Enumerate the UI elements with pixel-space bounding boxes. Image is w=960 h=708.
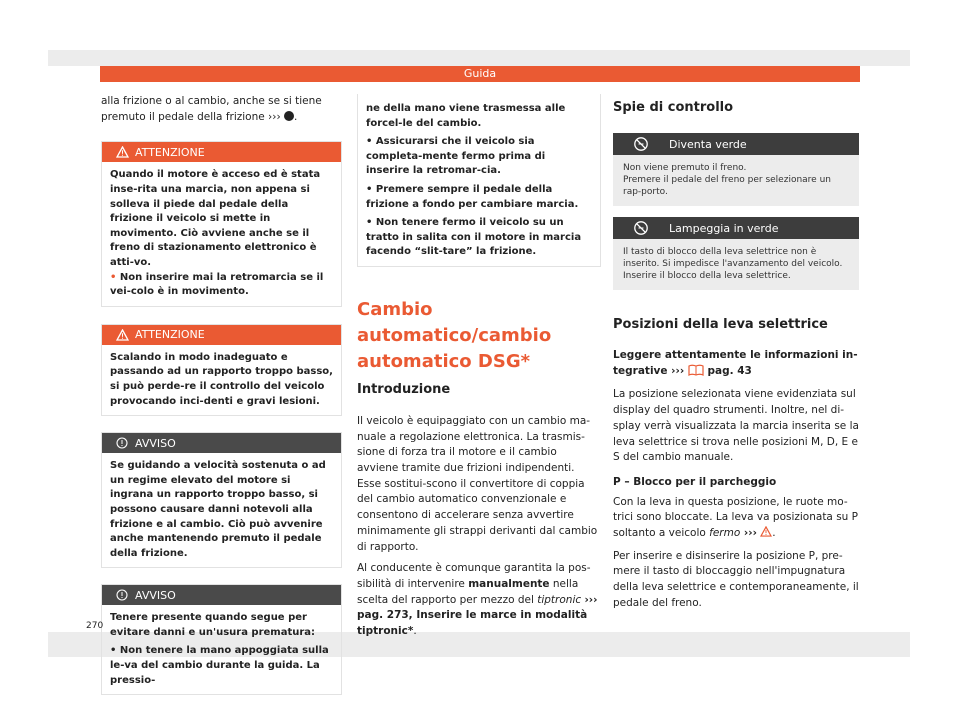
- park-paragraph: [613, 495, 859, 543]
- indicator-lamp-label: Lampeggia in verde: [669, 221, 779, 235]
- indicator-lamp-block: [613, 133, 859, 206]
- notice-bullet: • Non tenere la mano appoggiata sulla le-va del cambio durante la guida. La pressio-: [110, 645, 329, 686]
- tiptronic-paragraph: [357, 561, 601, 640]
- indicator-lamp-label: Diventa verde: [669, 137, 747, 151]
- notice-bullet: • Non tenere fermo il veicolo su un tratto in salita con il motore in marcia facendo “slit-tare” la frizione.: [366, 217, 582, 258]
- section-title: Posizioni della leva selettrice: [613, 317, 828, 332]
- notice-text: ne della mano viene trasmessa alle forcel-le del cambio.: [366, 103, 566, 129]
- warning-bullet-text: Non inserire mai la retromarcia se il vei-colo è in movimento.: [110, 271, 324, 298]
- chapter-heading: Cambio automatico/cambio automatico DSG*: [357, 298, 552, 372]
- read-note-text: Leggere attentamente le informazioni in-tegrative ›››: [613, 349, 858, 377]
- text-italic: fermo: [709, 527, 741, 540]
- warning-box: [101, 324, 342, 416]
- warning-triangle-icon: [115, 328, 129, 342]
- warning-triangle-icon: [760, 526, 772, 543]
- text-italic: tiptronic: [537, 593, 582, 606]
- notice-box: [101, 584, 342, 695]
- page-number: 270: [86, 621, 104, 631]
- text-span: Con la leva in questa posizione, le ruote mo-trici sono bloccate. La leva va posizionata su P soltanto a veicolo: [613, 495, 859, 540]
- intro-end: .: [294, 110, 298, 123]
- intro-line: alla frizione o al cambio, anche se si tiene: [101, 95, 322, 107]
- notice-text: Se guidando a velocità sostenuta o ad un regime elevato del motore si ingrana un rapporto troppo basso, si possono causare danni notevoli alla frizione e al cambio. Ciò può avvenire anche mantenendo premuto il pedale della frizione.: [110, 460, 326, 559]
- warning-label: ATTENZIONE: [135, 145, 205, 159]
- notice-header: [102, 585, 341, 605]
- indicator-lamp-header: [613, 133, 859, 155]
- park-title: P – Blocco per il parcheggio: [613, 475, 777, 488]
- notice-label: AVVISO: [135, 588, 176, 602]
- book-icon: [688, 364, 704, 382]
- intro-paragraph: [101, 94, 342, 125]
- notice-bullet: • Assicurarsi che il veicolo sia completa-mente fermo prima di inserire la retromar-cia.: [366, 136, 546, 177]
- warning-text: Scalando in modo inadeguato e passando ad un rapporto troppo basso, si può perde-re il controllo del veicolo provocando inci-denti e gravi lesioni.: [110, 351, 333, 407]
- warning-body: [102, 162, 341, 305]
- text-bold: manualmente: [468, 577, 550, 590]
- notice-body: [102, 605, 341, 694]
- page-reference-link[interactable]: pag. 43: [707, 364, 752, 377]
- notice-body: [102, 453, 341, 567]
- bullet-icon: •: [110, 271, 120, 283]
- intro-line: premuto il pedale della frizione ›››: [101, 110, 281, 123]
- read-more-note: [613, 348, 859, 381]
- notice-box: [101, 432, 342, 568]
- gear-selector-lamp-icon: [613, 136, 669, 152]
- notice-text: Tenere presente quando segue per evitare danni e un'usura prematura:: [110, 612, 316, 638]
- warning-header: [102, 142, 341, 162]
- notice-header: [102, 433, 341, 453]
- notice-bullet-text: Non tenere fermo il veicolo su un tratto in salita con il motore in marcia facendo “slit-tare” la frizione.: [366, 217, 582, 258]
- warning-header: [102, 325, 341, 345]
- section-subheading: Introduzione: [357, 381, 451, 397]
- section-header: Guida: [100, 66, 860, 82]
- intro-paragraph: Il veicolo è equipaggiato con un cambio ma-nuale a regolazione elettronica. La trasmis-sione di forza tra il motore e il cambio avviene tramite due frizioni indipendenti. Esse sostitui-scono il convertitore di coppia del cambio automatico convenzionale e consentono di accelerare senza avvertire minimamente gli strappi derivanti dal cambio di rapporto.: [357, 414, 598, 553]
- notice-bullet: • Premere sempre il pedale della frizione a fondo per cambiare marcia.: [366, 183, 579, 210]
- notice-continuation-body: [358, 94, 600, 266]
- warning-circle-icon: [284, 111, 294, 121]
- gear-selector-lamp-icon: [613, 220, 669, 236]
- warning-triangle-icon: [115, 145, 129, 159]
- warning-body: [102, 345, 341, 415]
- warning-bullet: [110, 271, 333, 300]
- indicator-lamp-block: [613, 217, 859, 290]
- notice-continuation-box: [357, 94, 601, 267]
- indicator-lamp-header: [613, 217, 859, 239]
- info-circle-icon: [115, 588, 129, 602]
- section-title: Spie di controllo: [613, 100, 734, 115]
- column-left: [101, 94, 342, 695]
- notice-label: AVVISO: [135, 436, 176, 450]
- selector-paragraph: La posizione selezionata viene evidenziata sul display del quadro strumenti. Inoltre, nel di-splay verrà visualizzata la marcia inserita se la leva selettrice si trova nelle posizioni M, D, E e S del cambio manuale.: [613, 388, 859, 464]
- text-span: .: [772, 527, 776, 540]
- notice-bullet-text: Assicurarsi che il veicolo sia completa-mente fermo prima di inserire la retromar-cia.: [366, 136, 546, 177]
- warning-text: Quando il motore è acceso ed è stata inse-rita una marcia, non appena si solleva il piede dal pedale della frizione il veicolo si mette in movimento. Ciò avviene anche se il freno di stazionamento elettronico è atti-vo.: [110, 169, 321, 268]
- info-circle-icon: [115, 436, 129, 450]
- text-span: Al conducente è comunque garantita la pos-sibilità di intervenire: [357, 562, 591, 590]
- text-span: .: [413, 625, 417, 638]
- notice-bullet-text: Non tenere la mano appoggiata sulla le-va del cambio durante la guida. La pressio-: [110, 645, 329, 686]
- warning-label: ATTENZIONE: [135, 328, 205, 342]
- indicator-lamp-text: Non viene premuto il freno. Premere il pedale del freno per selezionare un rap-porto.: [613, 155, 859, 206]
- warning-box: [101, 141, 342, 306]
- indicator-lamp-text: Il tasto di blocco della leva selettrice non è inserito. Si impedisce l'avanzamento del veicolo. Inserire il blocco della leva selettrice.: [613, 239, 859, 290]
- notice-bullet-text: Premere sempre il pedale della frizione a fondo per cambiare marcia.: [366, 183, 579, 210]
- column-right: [613, 94, 859, 612]
- text-span: ›››: [740, 527, 757, 540]
- page-reference-link[interactable]: ››› pag. 273, Inserire le marce in modalità tiptronic*: [357, 593, 598, 638]
- column-middle: [357, 94, 601, 640]
- text-span: nella scelta del rapporto per mezzo del: [357, 577, 579, 606]
- park-release-paragraph: Per inserire e disinserire la posizione P, pre-mere il tasto di bloccaggio nell'impugnatura della leva selettrice e contemporaneamente, il pedale del freno.: [613, 549, 859, 609]
